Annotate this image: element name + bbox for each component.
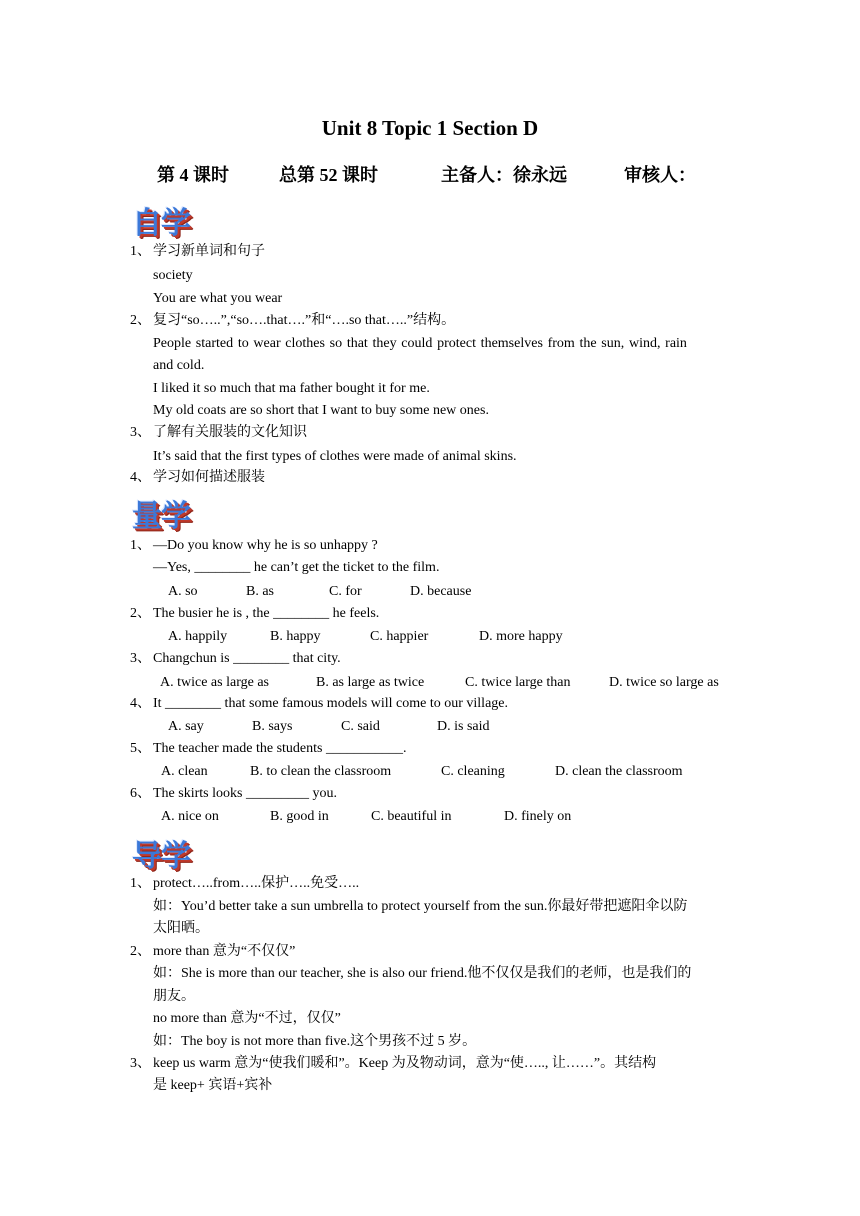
- answer-option: C. twice large than: [465, 675, 571, 690]
- answer-option: A. clean: [161, 764, 208, 779]
- answer-option: B. as large as twice: [316, 675, 425, 690]
- list-item: protect…..from…..保护…..免受…..: [153, 876, 360, 891]
- answer-option: C. for: [329, 584, 362, 599]
- answer-option: D. because: [410, 584, 472, 599]
- answer-option: B. happy: [270, 629, 321, 644]
- answer-option: C. beautiful in: [371, 809, 452, 824]
- question-text: Changchun is ________ that city.: [153, 651, 341, 666]
- list-item: society: [153, 268, 193, 283]
- list-item: I liked it so much that ma father bought it for me.: [153, 381, 430, 396]
- liangxue-badge: 量学: [132, 499, 190, 534]
- reviewer: 审核人：: [624, 165, 696, 185]
- answer-option: D. finely on: [504, 809, 572, 824]
- answer-option: A. nice on: [161, 809, 219, 824]
- answer-option: D. twice so large as: [609, 675, 719, 690]
- total-lesson-number: 总第 52 课时: [279, 165, 378, 185]
- item-number: 1、: [130, 244, 151, 259]
- answer-option: B. says: [252, 719, 293, 734]
- answer-option: C. happier: [370, 629, 429, 644]
- page-title: Unit 8 Topic 1 Section D: [321, 116, 539, 140]
- item-number: 3、: [130, 425, 151, 440]
- item-number: 4、: [130, 470, 151, 485]
- list-item: no more than 意为“不过，仅仅”: [153, 1011, 341, 1026]
- list-item: 学习如何描述服装: [153, 470, 265, 485]
- question-text: The skirts looks _________ you.: [153, 786, 337, 801]
- question-text: —Do you know why he is so unhappy ?: [153, 538, 378, 553]
- list-item: 复习“so…..”,“so….that….”和“….so that…..”结构。: [153, 313, 456, 328]
- answer-option: C. said: [341, 719, 380, 734]
- list-item: and cold.: [153, 358, 205, 373]
- question-number: 6、: [130, 786, 151, 801]
- item-number: 1、: [130, 876, 151, 891]
- list-item: 如：You’d better take a sun umbrella to protect yourself from the sun.你最好带把遮阳伞以防: [153, 899, 688, 914]
- list-item: keep us warm 意为“使我们暖和”。Keep 为及物动词，意为“使….., 让……”。其结构: [153, 1056, 657, 1071]
- question-text: The teacher made the students ___________.: [153, 741, 407, 756]
- question-number: 4、: [130, 696, 151, 711]
- answer-option: D. more happy: [479, 629, 563, 644]
- answer-option: A. so: [168, 584, 198, 599]
- answer-option: A. twice as large as: [160, 675, 269, 690]
- question-number: 5、: [130, 741, 151, 756]
- question-number: 3、: [130, 651, 151, 666]
- item-number: 3、: [130, 1056, 151, 1071]
- list-item: more than 意为“不仅仅”: [153, 944, 296, 959]
- item-number: 2、: [130, 313, 151, 328]
- list-item: People started to wear clothes so that they could protect themselves from the sun, wind, rain: [153, 336, 687, 351]
- list-item: 了解有关服装的文化知识: [153, 425, 307, 440]
- daoxue-badge: 导学: [132, 839, 190, 874]
- question-number: 1、: [130, 538, 151, 553]
- answer-option: A. say: [168, 719, 204, 734]
- zixue-badge: 自学: [132, 206, 190, 241]
- answer-option: B. to clean the classroom: [250, 764, 392, 779]
- list-item: 朋友。: [153, 989, 195, 1004]
- list-item: 太阳晒。: [153, 921, 209, 936]
- list-item: It’s said that the first types of clothes were made of animal skins.: [153, 449, 517, 464]
- item-number: 2、: [130, 944, 151, 959]
- list-item: My old coats are so short that I want to buy some new ones.: [153, 403, 489, 418]
- question-text: The busier he is , the ________ he feels.: [153, 606, 380, 621]
- answer-option: B. good in: [270, 809, 329, 824]
- question-text: It ________ that some famous models will come to our village.: [153, 696, 508, 711]
- list-item: 是 keep+ 宾语+宾补: [153, 1078, 273, 1093]
- list-item: 如：She is more than our teacher, she is also our friend.他不仅仅是我们的老师，也是我们的: [153, 966, 692, 981]
- lesson-number: 第 4 课时: [157, 165, 229, 185]
- question-text: —Yes, ________ he can’t get the ticket to the film.: [153, 560, 440, 575]
- answer-option: B. as: [246, 584, 274, 599]
- preparer: 主备人：徐永远: [441, 165, 567, 185]
- question-number: 2、: [130, 606, 151, 621]
- list-item: 如：The boy is not more than five.这个男孩不过 5 岁。: [153, 1034, 477, 1049]
- list-item: 学习新单词和句子: [153, 244, 265, 259]
- list-item: You are what you wear: [153, 291, 283, 306]
- answer-option: C. cleaning: [441, 764, 505, 779]
- answer-option: D. clean the classroom: [555, 764, 683, 779]
- answer-option: D. is said: [437, 719, 490, 734]
- answer-option: A. happily: [168, 629, 228, 644]
